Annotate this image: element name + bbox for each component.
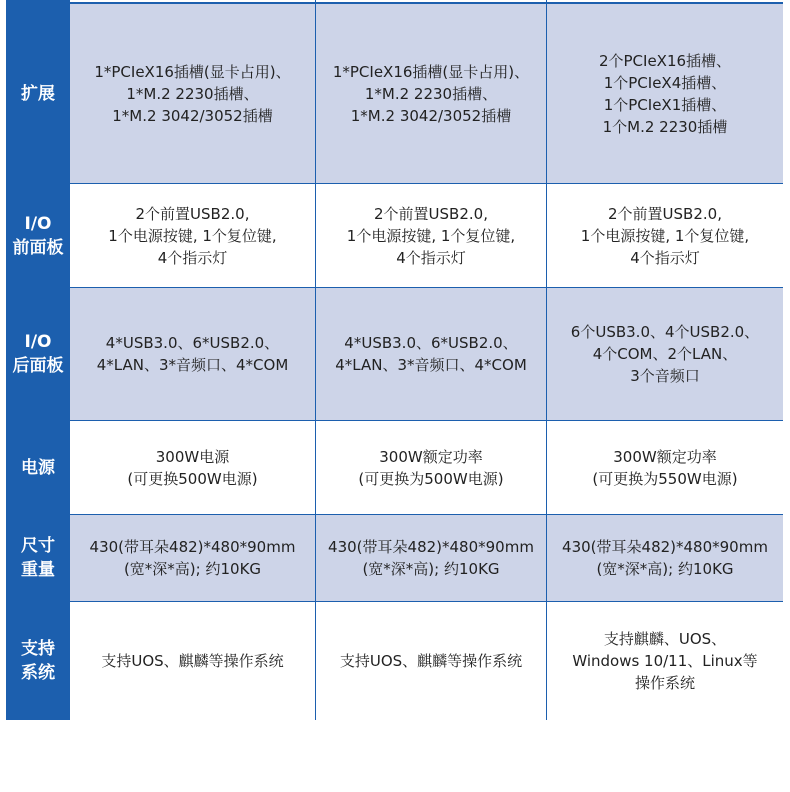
table-row-os [6,602,783,720]
row-label-os: 支持 系统 [21,639,55,683]
table-cell: 6个USB3.0、4个USB2.0、 4个COM、2个LAN、 3个音频口 [547,288,783,420]
row-label-power: 电源 [21,457,55,478]
table-row-io-front [6,184,783,287]
table-row-expansion [6,4,783,183]
row-label-expansion: 扩展 [21,83,55,104]
table-cell [316,0,546,2]
table-cell: 2个PCIeX16插槽、 1个PCIeX4插槽、 1个PCIeX1插槽、 1个M.2 2230插槽 [547,4,783,183]
table-cell: 430(带耳朵482)*480*90mm (宽*深*高); 约10KG [547,515,783,601]
table-cell: 2个前置USB2.0, 1个电源按键, 1个复位键, 4个指示灯 [547,184,783,287]
spec-table [6,0,783,720]
table-cell [547,0,783,2]
table-cell: 支持UOS、麒麟等操作系统 [316,602,546,720]
row-label-io-rear: I/O 后面板 [12,332,64,376]
table-row-power [6,421,783,514]
table-cell: 支持麒麟、UOS、 Windows 10/11、Linux等 操作系统 [547,602,783,720]
table-cell: 300W额定功率 (可更换为500W电源) [316,421,546,514]
table-cell: 300W电源 (可更换500W电源) [70,421,315,514]
table-cell: 430(带耳朵482)*480*90mm (宽*深*高); 约10KG [316,515,546,601]
table-row-size-weight [6,515,783,601]
table-row-io-rear [6,288,783,420]
table-cell: 430(带耳朵482)*480*90mm (宽*深*高); 约10KG [70,515,315,601]
table-cell: 2个前置USB2.0, 1个电源按键, 1个复位键, 4个指示灯 [70,184,315,287]
row-label-io-front: I/O 前面板 [12,213,64,258]
table-cell: 2个前置USB2.0, 1个电源按键, 1个复位键, 4个指示灯 [316,184,546,287]
table-row-top [6,0,783,2]
table-cell: 300W额定功率 (可更换为550W电源) [547,421,783,514]
table-cell: 支持UOS、麒麟等操作系统 [70,602,315,720]
row-label-size-weight: 尺寸 重量 [21,536,55,580]
table-cell: 1*PCIeX16插槽(显卡占用)、 1*M.2 2230插槽、 1*M.2 3042/3052插槽 [316,4,546,183]
table-cell: 1*PCIeX16插槽(显卡占用)、 1*M.2 2230插槽、 1*M.2 3042/3052插槽 [70,4,315,183]
table-cell: 4*USB3.0、6*USB2.0、 4*LAN、3*音频口、4*COM [70,288,315,420]
table-cell [70,0,315,2]
table-cell: 4*USB3.0、6*USB2.0、 4*LAN、3*音频口、4*COM [316,288,546,420]
